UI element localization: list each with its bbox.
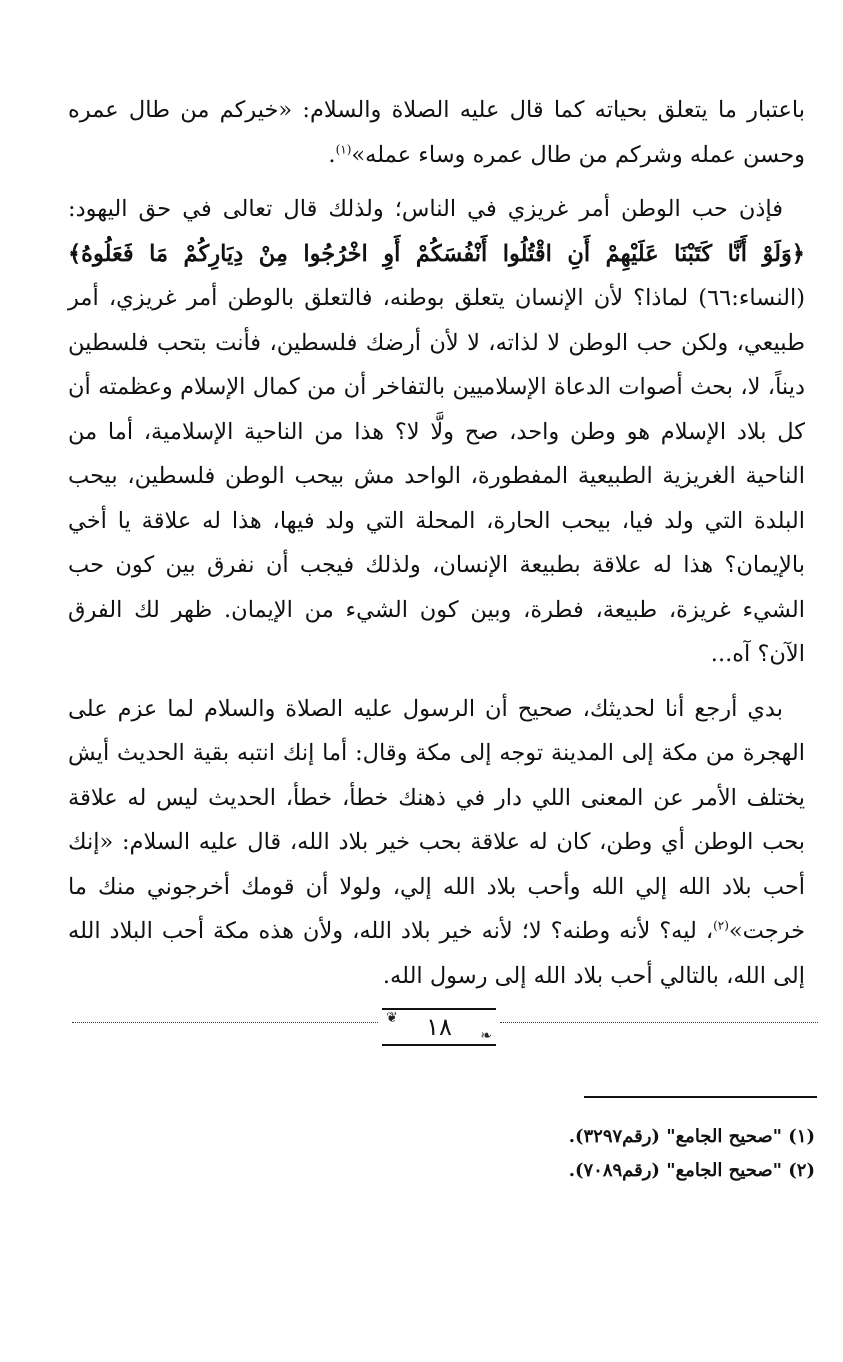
footnotes: [315, 1120, 815, 1188]
paragraph-3-end: ، ليه؟ لأنه وطنه؟ لا؛ لأنه خير بلاد الله، ولأن هذه مكة أحب البلاد الله إلى الله، بالتالي أحب بلاد الله إلى رسول الله.: [68, 918, 805, 989]
paragraph-1-end: .: [328, 141, 336, 168]
page-number-box: [382, 1008, 496, 1046]
paragraph-3: [68, 687, 805, 999]
quran-verse: ﴿وَلَوْ أَنَّا كَتَبْنَا عَلَيْهِمْ أَنِ اقْتُلُوا أَنْفُسَكُمْ أَوِ اخْرُجُوا مِنْ دِيَارِكُمْ مَا فَعَلُوهُ﴾: [68, 240, 805, 267]
page-number: ١٨: [426, 1013, 452, 1041]
footer-dotted-line-right: [500, 1022, 818, 1023]
footer-dotted-line-left: [72, 1022, 378, 1023]
paragraph-3-text: بدي أرجع أنا لحديثك، صحيح أن الرسول عليه الصلاة والسلام لما عزم على الهجرة من مكة إلى المدينة توجه إلى مكة وقال: أما إنك انتبه بقية الحديث أيش يختلف الأمر عن المعنى اللي دار في ذهنك خطأ، خطأ، الحديث ليس له علاقة بحب الوطن أي وطن، كان له علاقة بحب خير بلاد الله، قال عليه السلام: «إنك أحب بلاد الله إلي الله وأحب بلاد الله إلي، ولولا أن قومك أخرجوني منك ما خرجت»: [68, 695, 805, 944]
footnote-ref-2: (٢): [713, 918, 729, 933]
ornament-icon: ❧: [480, 1028, 492, 1044]
paragraph-2-text: لماذا؟ لأن الإنسان يتعلق بوطنه، فالتعلق بالوطن أمر غريزي، أمر طبيعي، ولكن حب الوطن لا لذاته، لا لأن أرضك فلسطين، فأنت بتحب فلسطين ديناً، لا، بحث أصوات الدعاة الإسلاميين بالتفاخر أن من كمال الإسلام وعظمته أن كل بلاد الإسلام هو وطن واحد، صح ولَّا لا؟ هذا من الناحية الإسلامية، أما من الناحية الغريزية الطبيعية المفطورة، الواحد مش بيحب الوطن فلسطين، بيحب البلدة التي ولد فيا، بيحب الحارة، المحلة التي ولد فيها، هذا له علاقة يا أخي بالإيمان؟ هذا له علاقة بطبيعة الإنسان، ولذلك فيجب أن نفرق بين كون حب الشيء غريزة، طبيعة، فطرة، وبين كون الشيء من الإيمان. ظهر لك الفرق الآن؟ آه...: [68, 285, 805, 667]
paragraph-1-text: باعتبار ما يتعلق بحياته كما قال عليه الصلاة والسلام: «خيركم من طال عمره وحسن عمله وشركم من طال عمره وساء عمله»: [68, 97, 805, 168]
ornament-icon: ❦: [386, 1010, 398, 1026]
verse-reference: (النساء:٦٦): [698, 285, 805, 311]
paragraph-2-lead: فإذن حب الوطن أمر غريزي في الناس؛ ولذلك قال تعالى في حق اليهود:: [68, 196, 783, 222]
footnote-1: (١) "صحيح الجامع" (رقم٣٢٩٧).: [568, 1126, 815, 1147]
page-body: [68, 88, 805, 1008]
footnote-separator: [584, 1096, 817, 1098]
paragraph-2: [68, 187, 805, 677]
paragraph-1: [68, 88, 805, 177]
footnote-2: (٢) "صحيح الجامع" (رقم٧٠٨٩).: [568, 1160, 815, 1181]
footnote-ref-1: (١): [335, 142, 352, 156]
